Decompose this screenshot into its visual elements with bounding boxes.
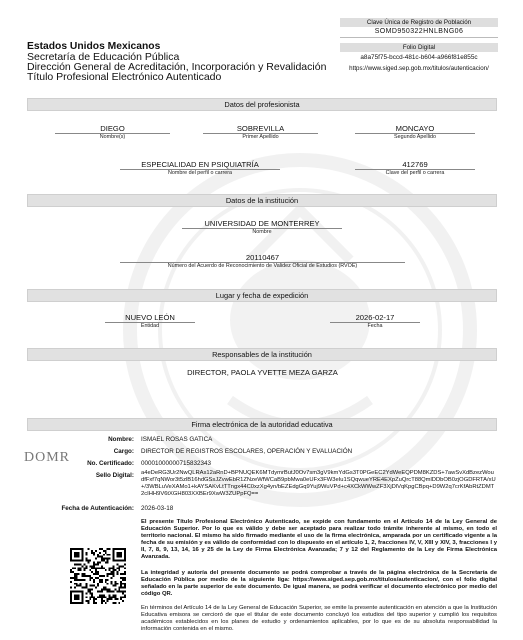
field-fecha	[330, 313, 420, 330]
rvoe-label: Número del Acuerdo de Reconocimiento de Validez Oficial de Estudios (RVOE)	[120, 262, 405, 270]
autenticacion-fecha-value: 2026-03-18	[141, 505, 174, 512]
entidad-value: NUEVO LEÓN	[125, 313, 175, 322]
nombre-value: DIEGO	[100, 124, 125, 133]
firma-sello-label: Sello Digital:	[95, 472, 134, 479]
legal-paragraph-terminos: En términos del Artículo 14 de la Ley General de Educación Superior, se emite la presente autenticación en atención a que la Institución Educativa emisora se cercioró de que el titular de este documento concluyó los estudios del tipo superior y cumplió los requisitos académicos establecidos en los planes de estudio y ordenamientos aplicables, por lo que es de su absoluta responsabilidad la información contenida en el mismo.	[141, 605, 497, 632]
field-responsable	[150, 368, 375, 377]
institucion-label: Nombre	[182, 228, 342, 236]
field-rvoe	[120, 253, 405, 270]
carrera-value: ESPECIALIDAD EN PSIQUIATRÍA	[141, 160, 259, 169]
header-line: Secretaría de Educación Pública	[27, 51, 180, 63]
carrera-label: Nombre del perfil o carrera	[120, 169, 280, 177]
field-entidad	[105, 313, 195, 330]
folio-value: a8a75f75-bccd-481c-b604-a966f81e855c	[360, 54, 478, 61]
primer-apellido-label: Primer Apellido	[203, 133, 318, 141]
field-primer-apellido	[203, 124, 318, 141]
rvoe-value: 20110467	[245, 253, 280, 262]
section-header-institucion: Datos de la institución	[27, 194, 497, 207]
header-identifiers	[340, 18, 498, 74]
curp-label: Clave Única de Registro de Población	[340, 18, 498, 27]
section-header-responsables: Responsables de la institución	[27, 348, 497, 361]
entidad-label: Entidad	[105, 322, 195, 330]
folio-label: Folio Digital	[340, 43, 498, 52]
primer-apellido-value: SOBREVILLA	[236, 124, 285, 133]
field-nombre	[55, 124, 170, 141]
segundo-apellido-value: MONCAYO	[395, 124, 435, 133]
section-header-firma: Firma electrónica de la autoridad educativa	[27, 418, 497, 431]
section-header-profesionista: Datos del profesionista	[27, 98, 497, 111]
firma-certificado-value: 00001000000715832343	[141, 460, 212, 467]
autenticacion-fecha-label: Fecha de Autenticación:	[61, 505, 134, 512]
clave-value: 412769	[402, 160, 428, 169]
firma-cargo-label: Cargo:	[113, 448, 134, 455]
folio-link[interactable]: https://www.siged.sep.gob.mx/titulos/autenticacion/	[349, 65, 489, 72]
header-line: Dirección General de Acreditación, Incorporación y Revalidación	[27, 61, 327, 73]
fecha-label: Fecha	[330, 322, 420, 330]
sello-digital-value: a4eDeRG3Ur2NwQLRAs12aRnD+BPNUQEK6MTdymrButJ0Ov7sm3gV9kmYdGs3T0PGeEC2YdWeEQPDM8KZDS+7awSvXdBzezWoudfFxf7qNWor3t5zlB16hdGSsJZvwEbR1ZNzeWfWCaB9pbMwa0eUFx3FW3eIu1SQqwueYRE4EXpZuQrcT88QmlDDbOB0zjOGDFRTA/xU+/3WBLuVeXAMo1+kAYSAKvLtTTngx44C0xzXg4yn/bEZEdgGq9Yuj9WuVPd+c4XCkWWwZF3XjDlVqKpgCBpq+D9W2q7crKfAbRtZDMT2cIHH9V6tXGH803XXBEr9XwW3ZUPpFQ==	[141, 470, 496, 497]
segundo-apellido-label: Segundo Apellido	[355, 133, 475, 141]
firma-nombre-label: Nombre:	[108, 436, 134, 443]
nombre-label: Nombre(s)	[55, 133, 170, 141]
clave-label: Clave del perfil o carrera	[355, 169, 475, 177]
field-segundo-apellido	[355, 124, 475, 141]
legal-paragraph-integridad: La integridad y autoría del presente documento se podrá comprobar a través de la página electrónica de la Secretaría de Educación Pública por medio de la siguiente liga: https://www.siged.sep.gob.mx/titulos/autenticacion/, con el folio digital señalado en la parte superior de este documento. De igual manera, se podrá verificar el documento electrónico por medio del código QR.	[141, 570, 497, 597]
section-header-expedicion: Lugar y fecha de expedición	[27, 289, 497, 302]
header-institution	[27, 42, 357, 82]
qr-code-icon[interactable]	[70, 548, 126, 604]
responsable-value: DIRECTOR, PAOLA YVETTE MEZA GARZA	[187, 368, 338, 377]
field-institucion-nombre	[182, 219, 342, 236]
header-line: Estados Unidos Mexicanos	[27, 41, 161, 52]
legal-paragraph-fundamento: El presente Título Profesional Electrónico Autenticado, se expide con fundamento en el Artículo 14 de la Ley General de Educación Superior. Por lo que es válido y debe ser aceptado para realizar todo trámite inherente al mismo, en todo el territorio nacional. El mismo ha sido firmado mediante el uso de la firma electrónica, amparada por un certificado vigente a la fecha de su emisión y es válido de conformidad con lo dispuesto en el artículo 1, 2, fracciones IV, V, XIII y XIV, 3, fracciones I y II, 7, 8, 9, 13, 14, 16 y 25 de la Ley de Firma Electrónica Avanzada; 7 y 12 del Reglamento de la Ley de Firma Electrónica Avanzada.	[141, 519, 497, 560]
fecha-value: 2026-02-17	[355, 313, 395, 322]
institucion-value: UNIVERSIDAD DE MONTERREY	[204, 219, 320, 228]
header-line: Título Profesional Electrónico Autenticado	[27, 71, 222, 83]
firma-cargo-value: DIRECTOR DE REGISTROS ESCOLARES, OPERACIÓN Y EVALUACIÓN	[141, 448, 353, 455]
field-clave	[355, 160, 475, 177]
firma-certificado-label: No. Certificado:	[87, 460, 134, 467]
firma-nombre-value: ISMAEL ROSAS GATICA	[141, 436, 213, 443]
domr-watermark: DOMR	[24, 450, 71, 465]
field-carrera	[120, 160, 280, 177]
curp-value: SOMD950322HNLBNG06	[340, 27, 498, 38]
